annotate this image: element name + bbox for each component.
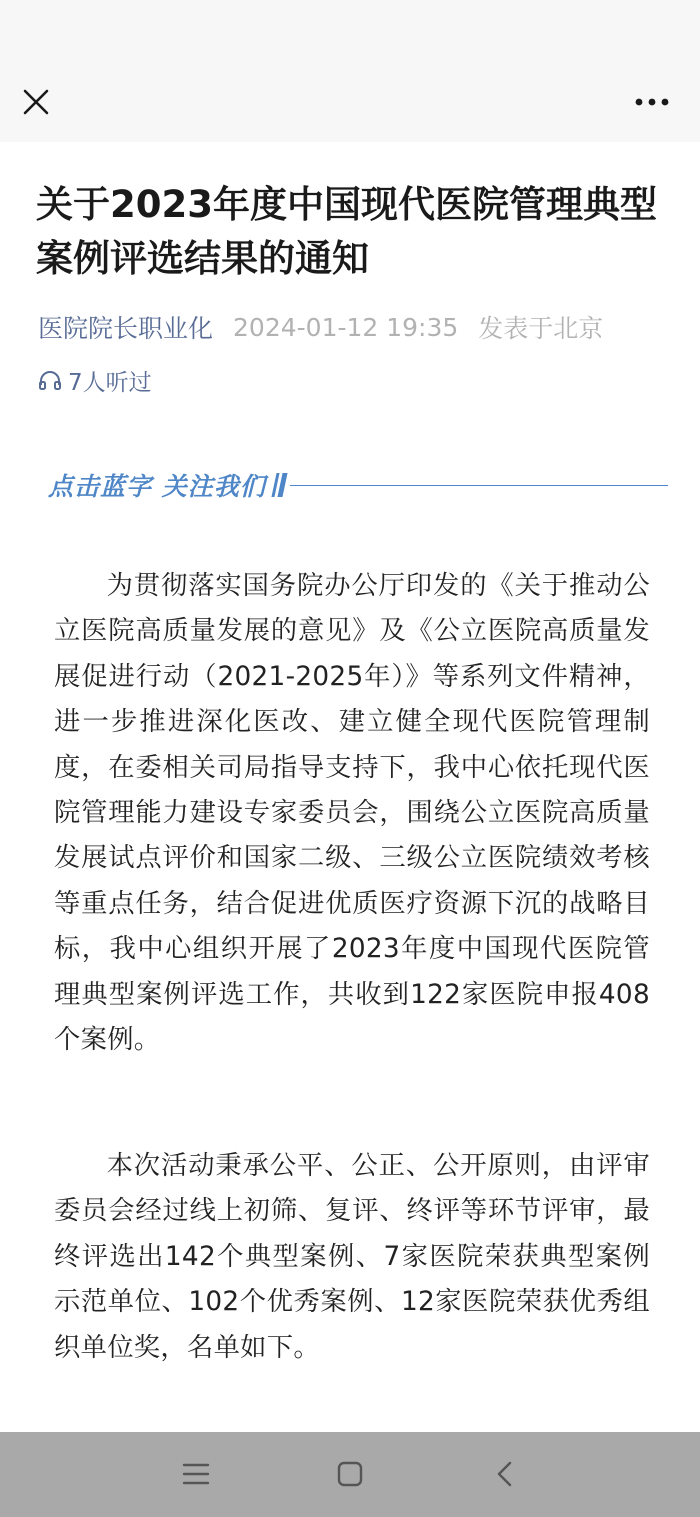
top-bar	[0, 0, 700, 142]
listen-button[interactable]	[38, 362, 152, 398]
publish-location: 发表于北京	[478, 314, 604, 343]
recent-apps-button[interactable]	[166, 1452, 226, 1496]
menu-lines-icon	[182, 1462, 210, 1486]
headphones-icon	[38, 369, 62, 391]
body-paragraph-1: 为贯彻落实国务院办公厅印发的《关于推动公立医院高质量发展的意见》及《公立医院高质量发展促进行动（2021-2025年）》等系列文件精神，进一步推进深化医改、建立健全现代医院管理制度，在委相关司局指导支持下，我中心依托现代医院管理能力建设专家委员会，围绕公立医院高质量发展试点评价和国家二级、三级公立医院绩效考核等重点任务，结合促进优质医疗资源下沉的战略目标，我中心组织开展了2023年度中国现代医院管理典型案例评选工作，共收到122家医院申报408个案例。	[54, 571, 650, 1056]
back-chevron-icon	[493, 1460, 515, 1488]
system-navigation-bar	[0, 1432, 700, 1517]
follow-prompt[interactable]: 点击蓝字 关注我们	[48, 472, 266, 501]
follow-banner	[48, 465, 668, 505]
back-button[interactable]	[474, 1452, 534, 1496]
more-dots-icon	[635, 98, 669, 106]
publish-time: 2024-01-12 19:35	[233, 312, 459, 342]
close-icon	[23, 89, 49, 115]
account-name-link[interactable]: 医院院长职业化	[38, 314, 214, 343]
article-title: 关于2023年度中国现代医院管理典型案例评选结果的通知	[36, 183, 657, 280]
listen-count: 7人听过	[68, 369, 152, 396]
follow-divider-bars	[274, 473, 288, 497]
article-content	[0, 142, 700, 1432]
article-meta	[38, 308, 603, 346]
body-paragraph-2: 本次活动秉承公平、公正、公开原则，由评审委员会经过线上初筛、复评、终评等环节评审，最终评选出142个典型案例、7家医院荣获典型案例示范单位、102个优秀案例、12家医院荣获优秀组织单位奖，名单如下。	[54, 1151, 650, 1363]
more-options-button[interactable]	[628, 84, 676, 120]
follow-divider-line	[290, 485, 668, 486]
home-button[interactable]	[320, 1452, 380, 1496]
close-button[interactable]	[18, 84, 54, 120]
home-square-icon	[336, 1460, 364, 1488]
